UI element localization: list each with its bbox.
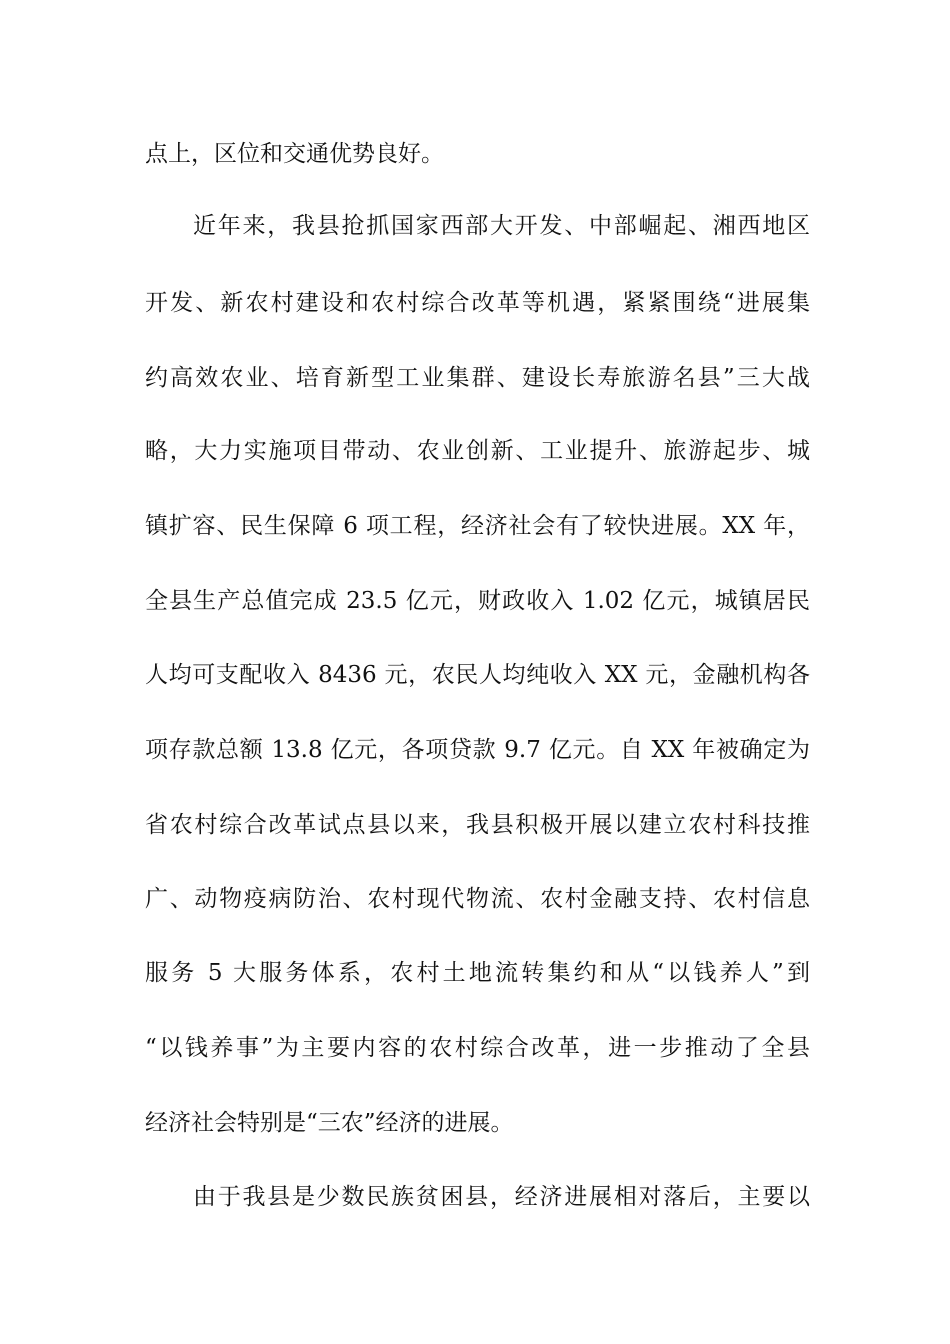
- paragraph-line: 点上，区位和交通优势良好。: [145, 141, 444, 167]
- paragraph-line: 镇扩容、民生保障 6 项工程，经济社会有了较快进展。XX 年，: [145, 513, 810, 539]
- paragraph-line: 由于我县是少数民族贫困县，经济进展相对落后，主要以: [193, 1184, 810, 1210]
- paragraph-line: 服务 5 大服务体系，农村土地流转集约和从“以钱养人”到: [145, 960, 810, 986]
- paragraph-line: 经济社会特别是“三农”经济的进展。: [145, 1110, 514, 1136]
- paragraph-line: “以钱养事”为主要内容的农村综合改革，进一步推动了全县: [145, 1035, 810, 1061]
- paragraph-line: 开发、新农村建设和农村综合改革等机遇，紧紧围绕“进展集: [145, 290, 810, 316]
- paragraph-line: 项存款总额 13.8 亿元，各项贷款 9.7 亿元。自 XX 年被确定为: [145, 737, 810, 763]
- paragraph-line: 近年来，我县抢抓国家西部大开发、中部崛起、湘西地区: [193, 213, 810, 239]
- paragraph-line: 约高效农业、培育新型工业集群、建设长寿旅游名县”三大战: [145, 365, 810, 391]
- paragraph-line: 全县生产总值完成 23.5 亿元，财政收入 1.02 亿元，城镇居民: [145, 588, 810, 614]
- paragraph-line: 广、动物疫病防治、农村现代物流、农村金融支持、农村信息: [145, 886, 810, 912]
- paragraph-line: 人均可支配收入 8436 元，农民人均纯收入 XX 元，金融机构各: [145, 662, 810, 688]
- paragraph-line: 省农村综合改革试点县以来，我县积极开展以建立农村科技推: [145, 812, 810, 838]
- paragraph-line: 略，大力实施项目带动、农业创新、工业提升、旅游起步、城: [145, 438, 810, 464]
